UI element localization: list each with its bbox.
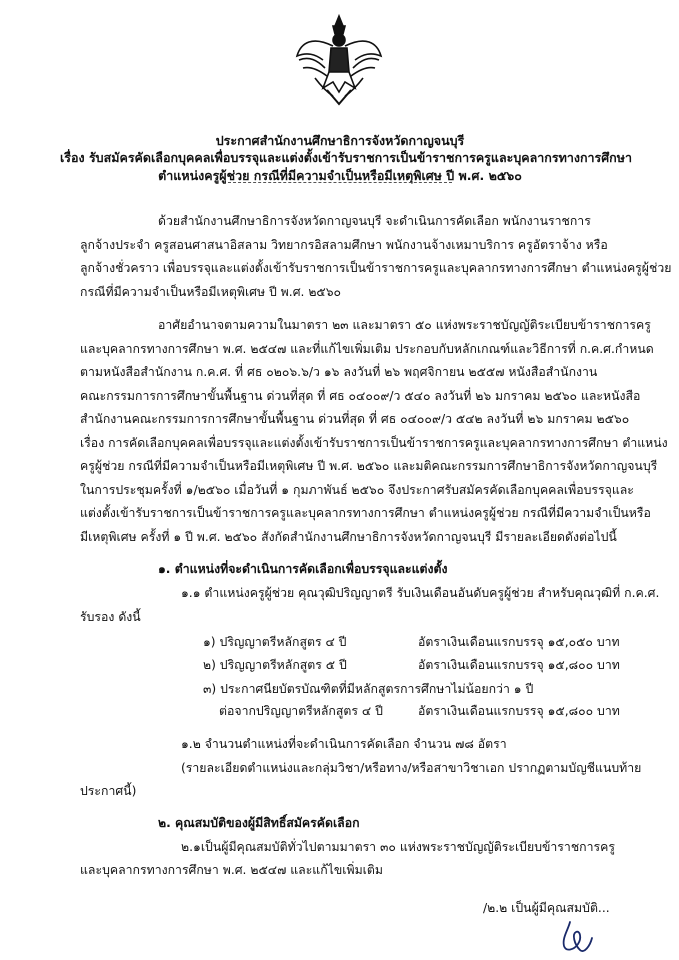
announcement-subject: เรื่อง รับสมัครคัดเลือกบุคคลเพื่อบรรจุและแต่งตั้งเข้ารับราชการเป็นข้าราชการครูและบุคลากรทางการศึกษา bbox=[60, 150, 633, 165]
para1-line: กรณีที่มีความจำเป็นหรือมีเหตุพิเศษ ปี พ.ศ. ๒๕๖๐ bbox=[80, 285, 342, 299]
rate-degree: ๓) ประกาศนียบัตรบัณฑิตที่มีหลักสูตรการศึกษาไม่น้อยกว่า ๑ ปี bbox=[203, 682, 534, 696]
para2-line: ตามหนังสือสำนักงาน ก.ค.ศ. ที่ ศธ ๐๒๐๖.๖/ว ๑๖ ลงวันที่ ๒๖ พฤศจิกายน ๒๕๕๗ หนังสือสำนักงาน bbox=[80, 365, 598, 379]
section2-1-line: และบุคลากรทางการศึกษา พ.ศ. ๒๕๔๗ และแก้ไขเพิ่มเติม bbox=[80, 863, 383, 877]
section2-heading: ๒. คุณสมบัติของผู้มีสิทธิ์สมัครคัดเลือก bbox=[158, 816, 360, 830]
rate-salary: อัตราเงินเดือนแรกบรรจุ ๑๕,๘๐๐ บาท bbox=[418, 704, 620, 718]
rate-degree: ต่อจากปริญญาตรีหลักสูตร ๔ ปี bbox=[219, 704, 383, 718]
section1-1-line: ๑.๑ ตำแหน่งครูผู้ช่วย คุณวุฒิปริญญาตรี รับเงินเดือนอันดับครูผู้ช่วย สำหรับคุณวุฒิที่ ก.ค.ศ. bbox=[181, 586, 660, 600]
section1-2-line: ๑.๒ จำนวนตำแหน่งที่จะดำเนินการคัดเลือก จำนวน ๗๘ อัตรา bbox=[181, 737, 507, 751]
para2-line: แต่งตั้งเข้ารับราชการเป็นข้าราชการครูและบุคลากรทางการศึกษา ตำแหน่งครูผู้ช่วย กรณีที่มีความจำเป็นหรือ bbox=[80, 506, 651, 520]
header-separator bbox=[228, 182, 452, 183]
para1-line: ลูกจ้างประจำ ครูสอนศาสนาอิสลาม วิทยากรอิสลามศึกษา พนักงานจ้างเหมาบริการ ครูอัตราจ้าง หรือ bbox=[80, 238, 608, 252]
para2-line: ในการประชุมครั้งที่ ๑/๒๕๖๐ เมื่อวันที่ ๑ กุมภาพันธ์ ๒๕๖๐ จึงประกาศรับสมัครคัดเลือกบุคคลเพื่อบรรจุและ bbox=[80, 483, 634, 497]
rate-degree: ๑) ปริญญาตรีหลักสูตร ๔ ปี bbox=[203, 635, 347, 649]
para1-line: ลูกจ้างชั่วคราว เพื่อบรรจุและแต่งตั้งเข้ารับราชการเป็นข้าราชการครูและบุคลากรทางการศึกษา ตำแหน่งครูผู้ช่วย bbox=[80, 261, 672, 275]
para1-line: ด้วยสำนักงานศึกษาธิการจังหวัดกาญจนบุรี จะดำเนินการคัดเลือก พนักงานราชการ bbox=[158, 214, 591, 228]
para2-line: สำนักงานคณะกรรมการการศึกษาขั้นพื้นฐาน ด่วนที่สุด ที่ ศธ ๐๔๐๐๙/ว ๕๔๒ ลงวันที่ ๒๖ มกราคม ๒๕๖๐ bbox=[80, 412, 630, 426]
garuda-emblem-icon bbox=[293, 12, 385, 106]
rate-degree: ๒) ปริญญาตรีหลักสูตร ๕ ปี bbox=[203, 658, 347, 672]
rate-salary: อัตราเงินเดือนแรกบรรจุ ๑๕,๘๐๐ บาท bbox=[418, 658, 620, 672]
section1-heading: ๑. ตำแหน่งที่จะดำเนินการคัดเลือกเพื่อบรรจุและแต่งตั้ง bbox=[158, 562, 448, 576]
para2-line: มีเหตุพิเศษ ครั้งที่ ๑ ปี พ.ศ. ๒๕๖๐ สังกัดสำนักงานศึกษาธิการจังหวัดกาญจนบุรี มีรายละเอียดดังต่อไปนี้ bbox=[80, 530, 617, 544]
rate-salary: อัตราเงินเดือนแรกบรรจุ ๑๕,๐๕๐ บาท bbox=[418, 635, 620, 649]
para2-line: และบุคลากรทางการศึกษา พ.ศ. ๒๕๔๗ และที่แก้ไขเพิ่มเติม ประกอบกับหลักเกณฑ์และวิธีการที่ ก.ค.ศ.กำหนด bbox=[80, 342, 654, 356]
announcement-position: ตำแหน่งครูผู้ช่วย กรณีที่มีความจำเป็นหรือมีเหตุพิเศษ ปี พ.ศ. ๒๕๖๐ bbox=[158, 168, 522, 183]
para2-line: อาศัยอำนาจตามความในมาตรา ๒๓ และมาตรา ๕๐ แห่งพระราชบัญญัติระเบียบข้าราชการครู bbox=[158, 318, 651, 332]
section1-2-line: ประกาศนี้) bbox=[80, 784, 137, 798]
para2-line: คณะกรรมการการศึกษาขั้นพื้นฐาน ด่วนที่สุด ที่ ศธ ๐๔๐๐๙/ว ๕๔๐ ลงวันที่ ๒๖ มกราคม ๒๕๖๐ และหนังสือ bbox=[80, 389, 641, 403]
section2-1-line: ๒.๑เป็นผู้มีคุณสมบัติทั่วไปตามมาตรา ๓๐ แห่งพระราชบัญญัติระเบียบข้าราชการครู bbox=[181, 840, 615, 854]
page-continuation: /๒.๒ เป็นผู้มีคุณสมบัติ... bbox=[483, 901, 610, 915]
section1-1-line: รับรอง ดังนี้ bbox=[80, 610, 141, 624]
para2-line: ครูผู้ช่วย กรณีที่มีความจำเป็นหรือมีเหตุพิเศษ ปี พ.ศ. ๒๕๖๐ และมติคณะกรรมการศึกษาธิการจังหวัดกาญจนบุรี bbox=[80, 459, 658, 473]
signature bbox=[556, 916, 596, 960]
announcement-title: ประกาศสำนักงานศึกษาธิการจังหวัดกาญจนบุรี bbox=[215, 133, 465, 148]
section1-2-line: (รายละเอียดตำแหน่งและกลุ่มวิชา/หรือทาง/หรือสาขาวิชาเอก ปรากฏตามบัญชีแนบท้าย bbox=[181, 761, 642, 775]
para2-line: เรื่อง การคัดเลือกบุคคลเพื่อบรรจุและแต่งตั้งเข้ารับราชการเป็นข้าราชการครูและบุคลากรทางการศึกษา ตำแหน่ง bbox=[80, 436, 668, 450]
